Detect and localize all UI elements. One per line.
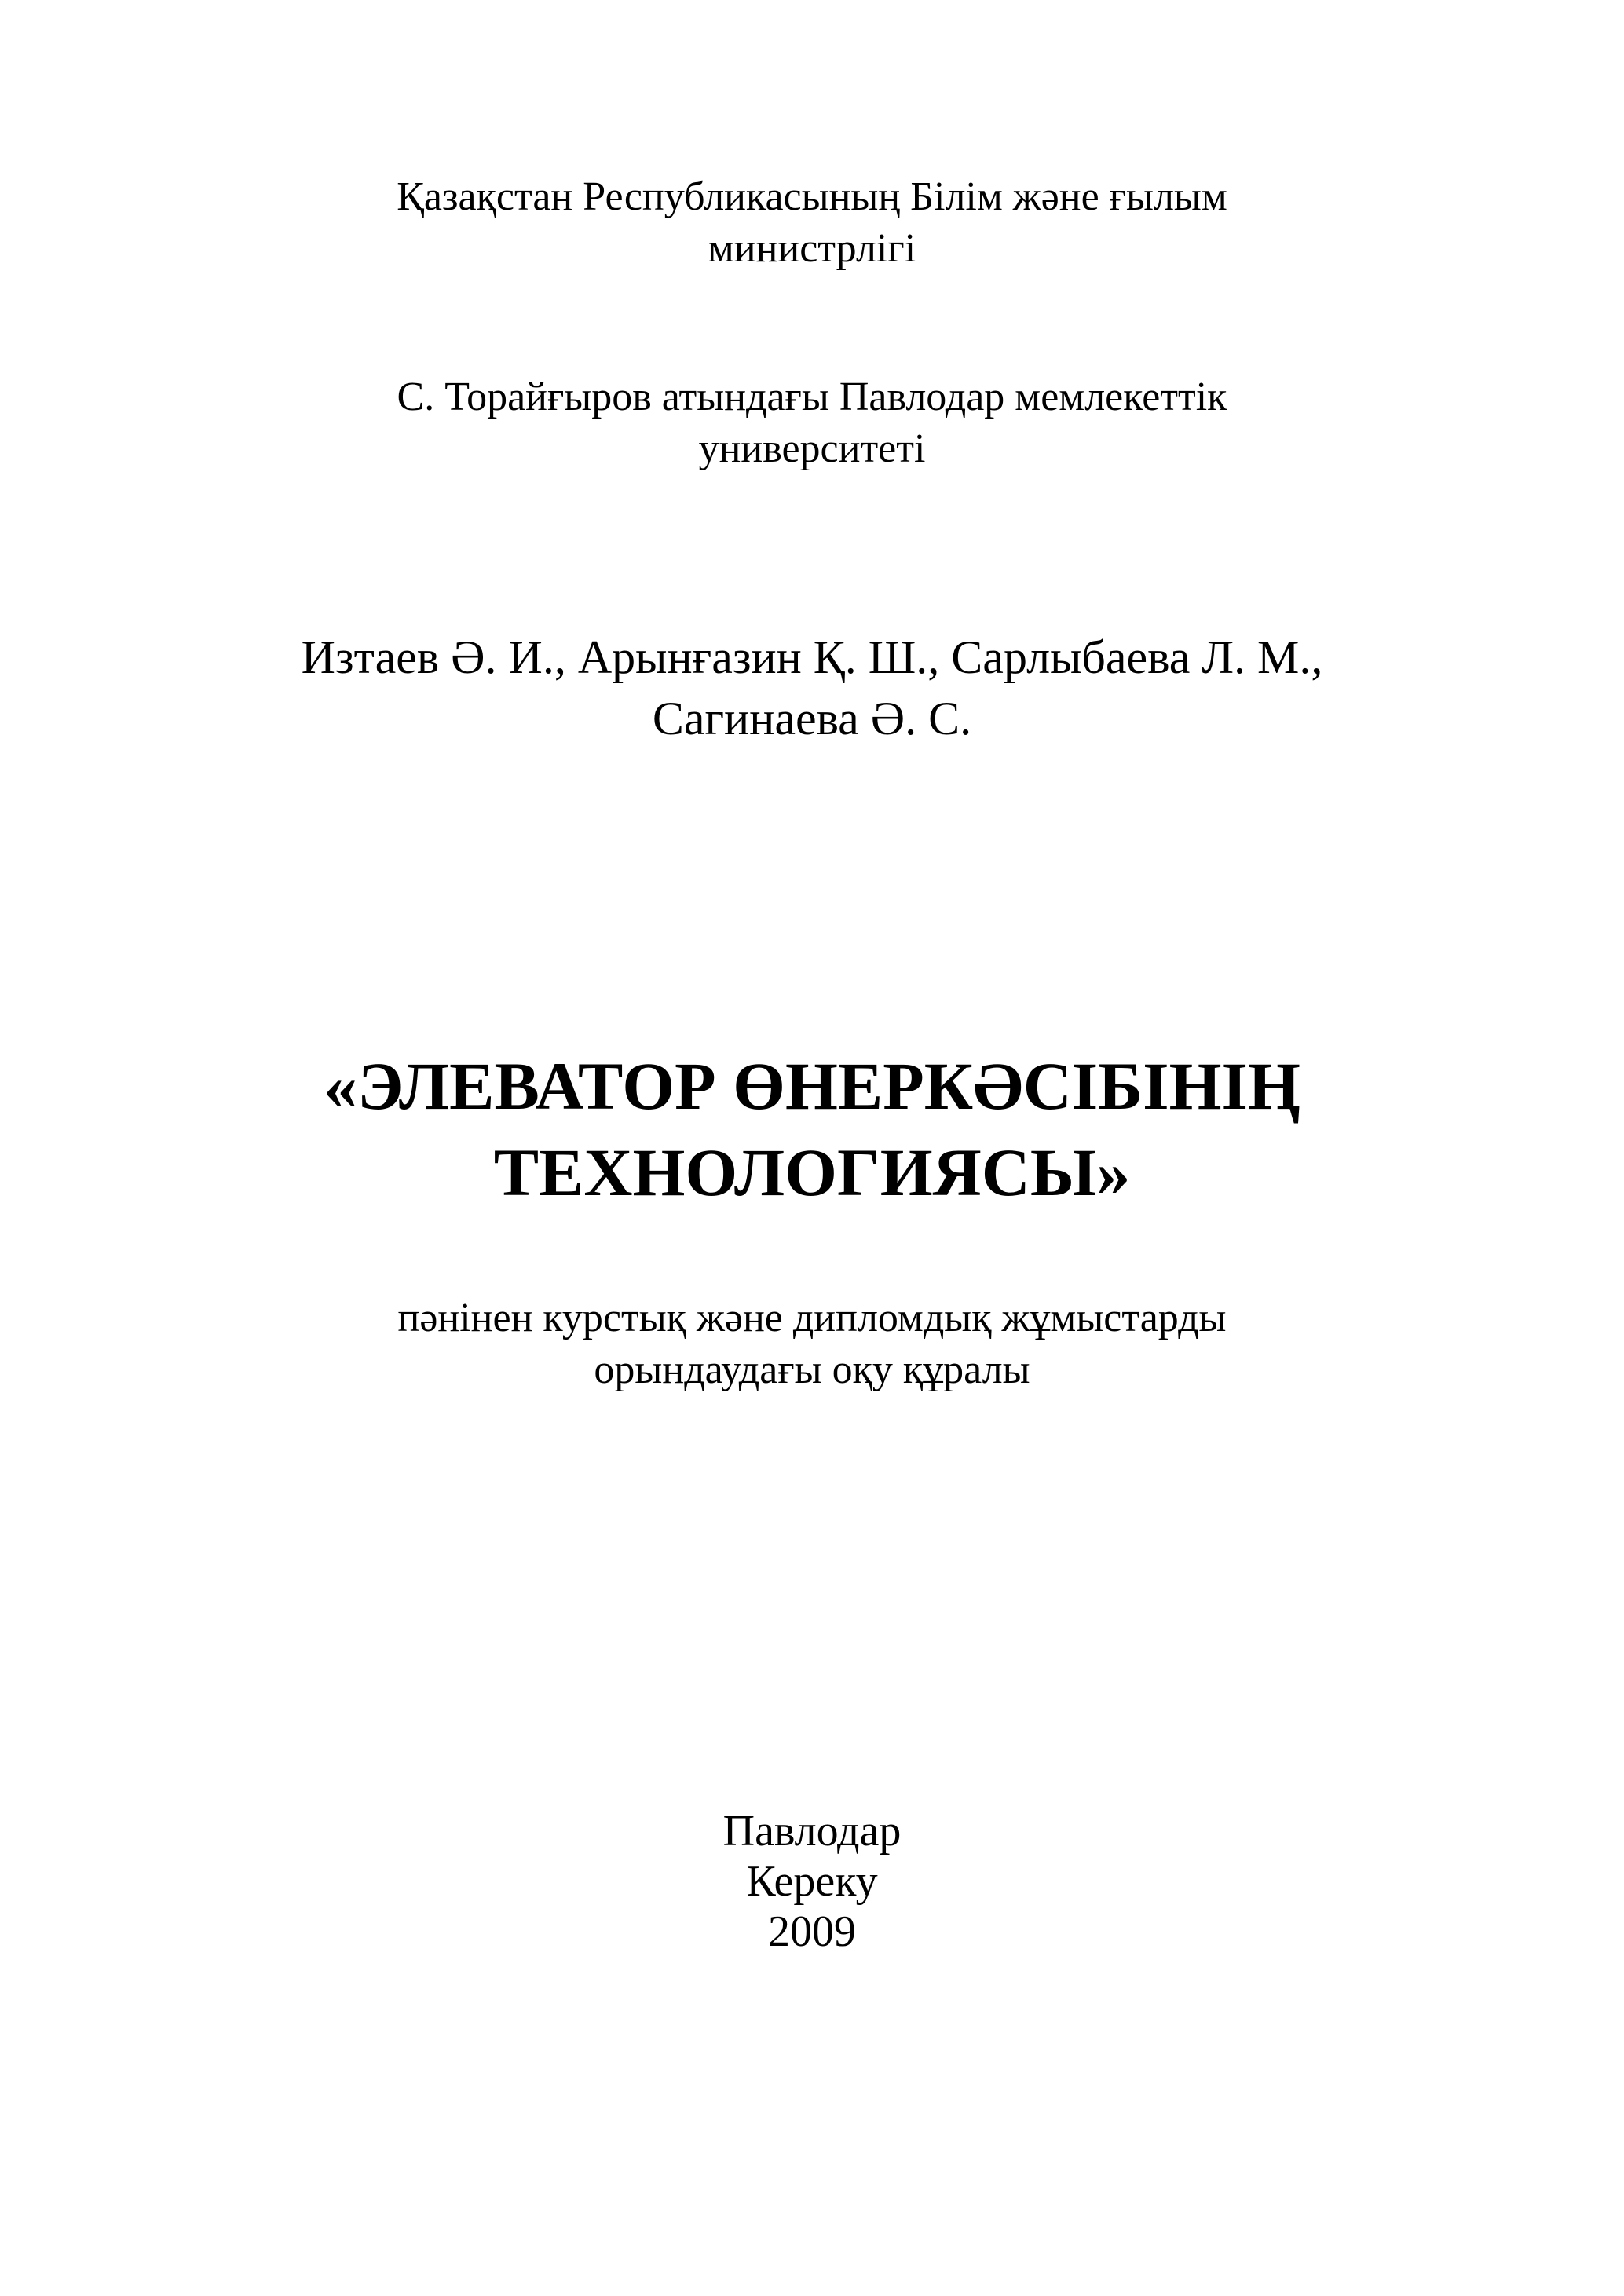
imprint-year: 2009 [768,1907,856,1956]
authors [0,627,1624,749]
authors-line-2: Сагинаева Ә. С. [652,693,972,744]
book-subtitle [0,1292,1624,1396]
imprint-city: Павлодар [722,1807,902,1855]
university-heading [0,371,1624,475]
university-line-2: университеті [698,426,926,471]
ministry-line-1: Қазақстан Республикасының Білім және ғылым [397,174,1227,219]
ministry-heading [0,171,1624,275]
subtitle-line-2: орындаудағы оқу құралы [594,1347,1030,1392]
university-line-1: С. Торайғыров атындағы Павлодар мемлекеттік [397,375,1227,419]
imprint [0,1806,1624,1957]
ministry-line-2: министрлігі [708,226,916,271]
book-title-line-1: «ЭЛЕВАТОР ӨНЕРКӘСІБІНІҢ [324,1048,1300,1124]
subtitle-line-1: пәнінен курстық және дипломдық жұмыстарды [397,1296,1227,1340]
book-title [0,1043,1624,1216]
authors-line-1: Изтаев Ә. И., Арынғазин Қ. Ш., Сарлыбаева Л. М., [301,631,1323,683]
book-title-line-2: ТЕХНОЛОГИЯСЫ» [493,1135,1131,1210]
imprint-publisher: Кереку [746,1857,878,1906]
